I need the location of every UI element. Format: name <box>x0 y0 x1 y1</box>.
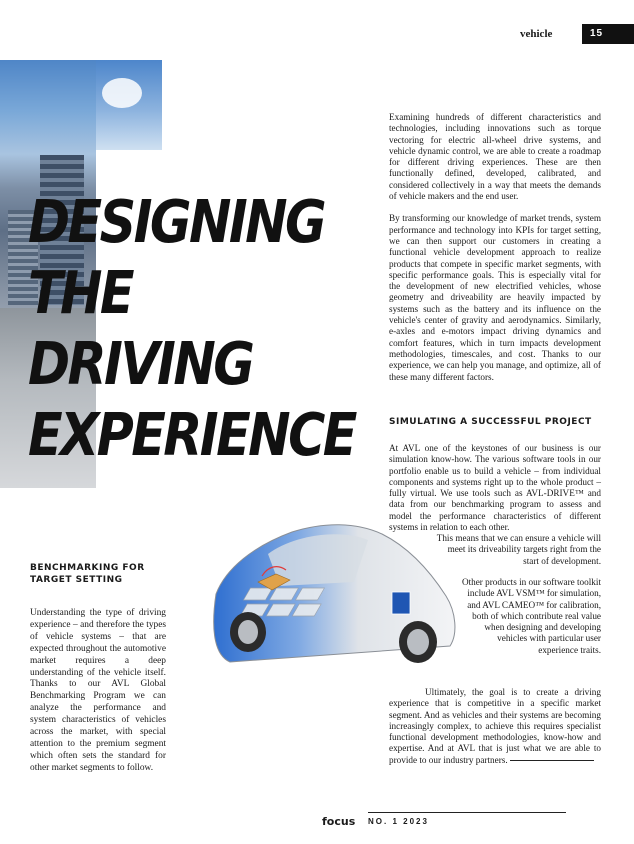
intro-paragraph-1: Examining hundreds of different characteristics and technologies, including innovations such as torque vectoring for electric all-wheel drive systems, and vehicle dynamic control, we are able to create a roadmap for different driving experiences. These are then functionally defined, developed, calibrated, and considered collectively in a way that meets the demands of vehicle makers and the end user. <box>389 112 601 202</box>
headline-line: THE <box>28 258 133 327</box>
simulating-paragraph-2: Other products in our software toolkit include AVL VSM™ for simulation, and AVL CAMEO™ for calibration, both of which contribute real value when designing and developing vehicles with particular user experience traits. <box>461 577 601 655</box>
intro-section <box>389 112 601 383</box>
electric-car-cutaway-illustration <box>206 516 464 674</box>
headline-line: DRIVING <box>28 329 253 398</box>
section-label: vehicle <box>520 28 553 40</box>
simulating-paragraph-1: At AVL one of the keystones of our business is our simulation know-how. The various software tools in our portfolio enable us to build a vehicle – from individual components and systems right up to the whole product – fully virtual. We use tools such as AVL-DRIVE™ and data from our benchmarking program to assess and model the performance characteristics of different systems in relation to each other. <box>389 443 601 533</box>
sky-photo <box>96 60 162 150</box>
simulating-paragraph-3 <box>389 687 601 766</box>
closing-text: Ultimately, the goal is to create a driving experience that is competitive in a specific market segment. And as vehicles and their systems are becoming increasingly complex, to achieve this requires specialist functional development methodologies, know-how and expertise. And at AVL that is just what we are able to provide to our industry partners. <box>389 687 601 765</box>
simulating-paragraph-1-end: This means that we can ensure a vehicle will meet its driveability targets right from the start of development. <box>436 533 601 566</box>
page-headline <box>28 186 355 470</box>
intro-paragraph-2: By transforming our knowledge of market trends, system performance and technology into KPIs for target setting, we can then support our customers in creating a functional vehicle development approach to realize products that compete in specific market segments, with specific performance goals. This is especially vital for the development of new electrified vehicles, whose geometry and driveability are heavily impacted by systems such as the battery and its influence on the vehicle's center of gravity and aerodynamics. Similarly, e-axles and e-motors impact driving dynamics and comfort features, which in turn impacts development methodologies, timescales, and cost. Thanks to our experience, we can help you manage, and optimize, all of these many different factors. <box>389 213 601 382</box>
headline-line: DESIGNING <box>28 187 325 256</box>
headline-line: EXPERIENCE <box>28 400 355 469</box>
simulating-subhead: SIMULATING A SUCCESSFUL PROJECT <box>389 417 592 427</box>
issue-label: NO. 1 2023 <box>368 817 429 826</box>
magazine-logo: focus <box>322 815 356 828</box>
benchmarking-subhead: BENCHMARKING FOR TARGET SETTING <box>30 563 145 585</box>
footer-divider <box>368 812 566 813</box>
end-rule <box>510 760 594 761</box>
benchmarking-section <box>30 562 166 775</box>
page-number: 15 <box>582 24 634 44</box>
benchmarking-body: Understanding the type of driving experience – and therefore the types of vehicle systems – that are expected throughout the automotive market requires a deep understanding of the vehicle itself. Thanks to our AVL Global Benchmarking Program we can analyze the performance and system characteristics of vehicles across the market, with special attention to the premium segment which often sets the standard for other market segments to follow. <box>30 608 166 773</box>
